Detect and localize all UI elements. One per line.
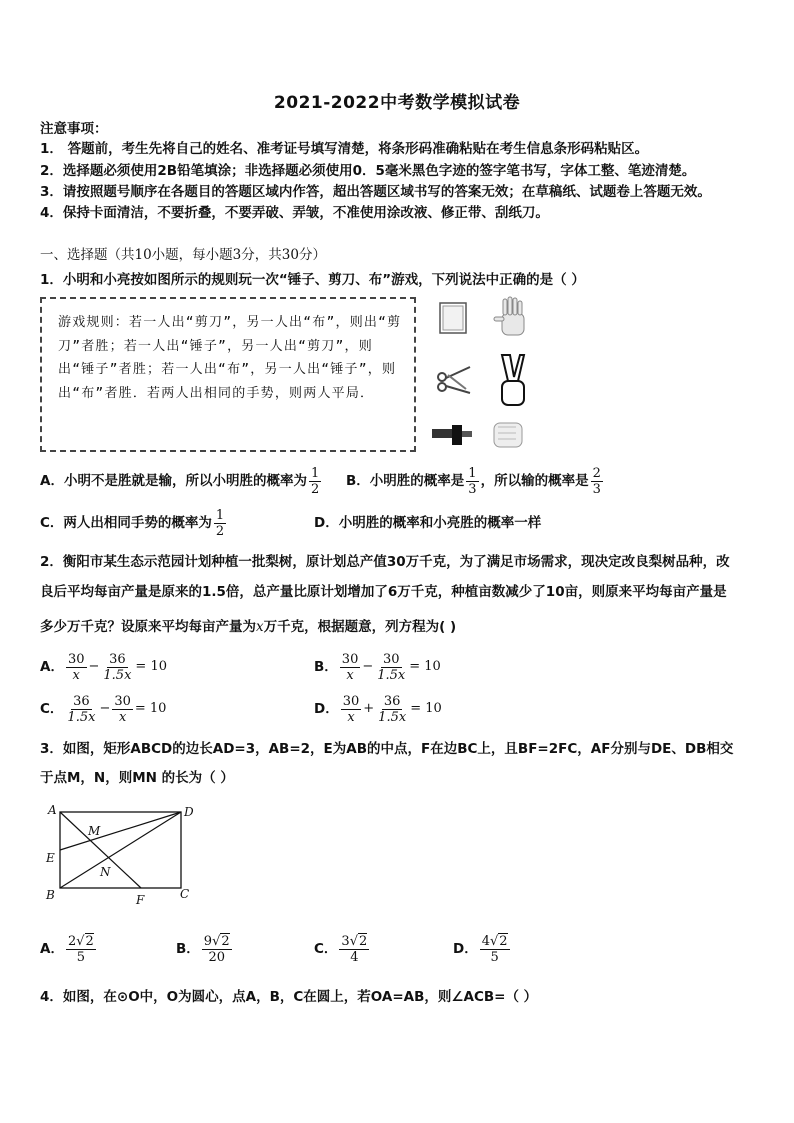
q2-option-d: D． $\frac{30}{x}$ + $\frac{36}{1.5x}$ = 10 — [314, 693, 442, 725]
fraction: $\frac{1}{3}$ — [468, 465, 477, 497]
label-n: N — [100, 865, 111, 879]
q3-line-1: 3．如图，矩形ABCD的边长AD=3，AB=2，E为AB的中点，F在边BC上，且BF=2FC，AF分别与DE、DB相交 — [40, 741, 734, 757]
q1-option-d: D．小明胜的概率和小亮胜的概率一样 — [314, 515, 542, 531]
label-m: M — [88, 824, 101, 838]
segment-de — [60, 812, 181, 850]
notice-item-1: 1． 答题前，考生先将自己的姓名、准考证号填写清楚，将条形码准确粘贴在考生信息条形码粘贴区。 — [40, 141, 649, 157]
fraction: $\frac{2}{3}$ — [592, 465, 601, 497]
section-heading: 一、选择题（共10小题，每小题3分，共30分） — [40, 247, 326, 263]
label-b: B — [46, 888, 55, 902]
fist-icon — [494, 423, 522, 447]
rules-text: 游戏规则：若一人出“剪刀”，另一人出“布”，则出“剪刀”者胜；若一人出“锤子”，另一人出“剪刀”，则出“锤子”者胜；若一人出“布”，另一人出“锤子”，则出“布”者胜．若两人出相同的手势，则两人平局． — [58, 315, 402, 401]
fraction: $\frac{1}{2}$ — [310, 465, 320, 497]
fraction: $\frac{1}{2}$ — [215, 507, 225, 539]
q3-line-2: 于点M，N，则MN 的长为（ ） — [40, 770, 234, 786]
notice-heading: 注意事项： — [40, 121, 108, 137]
q3-option-b: B． $\frac{9√2}{20}$ — [176, 933, 230, 965]
q3-option-d: D． $\frac{4√2}{5}$ — [453, 933, 508, 965]
hammer-icon — [432, 425, 472, 445]
q2-line-3: 多少万千克？设原来平均每亩产量为x万千克，根据题意，列方程为( ) — [40, 619, 457, 635]
label-f: F — [136, 893, 145, 907]
page-title: 2021-2022中考数学模拟试卷 — [273, 93, 521, 113]
label-c: C — [180, 887, 190, 901]
label-a: A — [48, 803, 57, 817]
notice-item-3: 3．请按照题号顺序在各题目的答题区域内作答，超出答题区域书写的答案无效；在草稿纸、试题卷上答题无效。 — [40, 184, 711, 200]
q3-option-c: C． $\frac{3√2}{4}$ — [314, 933, 368, 965]
q2-option-c: C． $\frac{36}{1.5x}$ − $\frac{30}{x}$ = 10 — [40, 693, 167, 725]
segment-bd — [60, 812, 181, 888]
q1-option-a: A．小明不是胜就是输，所以小明胜的概率为 $\frac{1}{2}$ — [40, 465, 320, 497]
rectangle-diagram — [40, 798, 210, 910]
open-hand-icon — [494, 297, 524, 335]
label-d: D — [184, 805, 194, 819]
notice-item-4: 4．保持卡面清洁，不要折叠，不要弄破、弄皱，不准使用涂改液、修正带、刮纸刀。 — [40, 205, 549, 221]
gesture-icons — [428, 295, 538, 460]
notice-item-2: 2．选择题必须使用2B铅笔填涂；非选择题必须使用0．5毫米黑色字迹的签字笔书写，字体工整、笔迹清楚。 — [40, 163, 696, 179]
q1-stem: 1．小明和小亮按如图所示的规则玩一次“锤子、剪刀、布”游戏，下列说法中正确的是（ ） — [40, 272, 585, 288]
q1-option-b: B．小明胜的概率是 $\frac{1}{3}$ ，所以输的概率是 $\frac{2}{3}$ — [346, 465, 601, 497]
paper-card-icon — [440, 303, 466, 333]
q2-option-b: B． $\frac{30}{x}$ − $\frac{30}{1.5x}$ = 10 — [314, 651, 441, 683]
q3-option-a: A． $\frac{2√2}{5}$ — [40, 933, 94, 965]
q4-stem: 4．如图，在⊙O中，O为圆心，点A，B，C在圆上，若OA=AB，则∠ACB=（ ） — [40, 989, 538, 1005]
q1-option-c: C．两人出相同手势的概率为 $\frac{1}{2}$ — [40, 507, 225, 539]
label-e: E — [46, 851, 55, 865]
q2-line-1: 2．衡阳市某生态示范园计划种植一批梨树，原计划总产值30万千克，为了满足市场需求，现决定改良梨树品种，改 — [40, 554, 730, 570]
scissors-icon — [438, 367, 470, 393]
victory-hand-icon — [502, 355, 524, 405]
q2-line-2: 良后平均每亩产量是原来的1.5倍，总产量比原计划增加了6万千克，种植亩数减少了10亩，则原来平均每亩产量是 — [40, 584, 727, 600]
q2-option-a: A． $\frac{30}{x}$ − $\frac{36}{1.5x}$ = 10 — [40, 651, 167, 683]
